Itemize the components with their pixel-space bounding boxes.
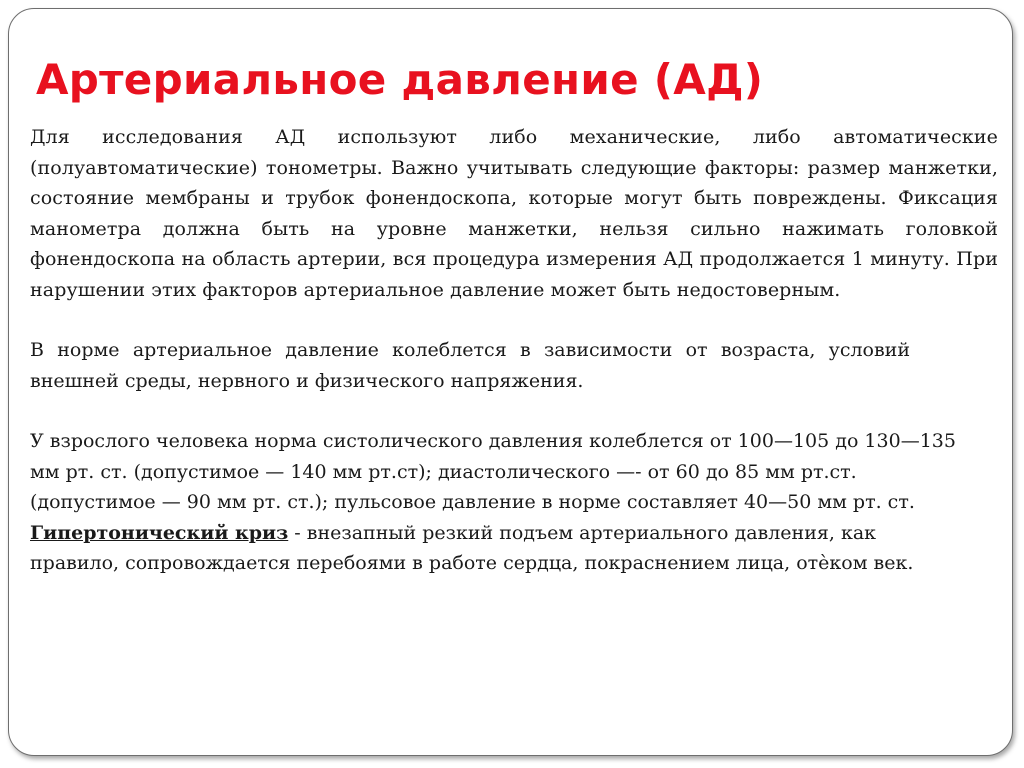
paragraph-norm-values: У взрослого человека норма систолического давления колеблется от 100—105 до 130—135 мм рт. ст. (допустимое — 140 мм рт.ст); диастолического —- от 60 до 85 мм рт.ст. (допустимое — 90 мм рт. ст.); пульсовое давление в норме составляет 40—50 мм рт. ст.: [30, 430, 956, 513]
paragraph-hypertensive-crisis: [30, 518, 960, 579]
slide-title: Артериальное давление (АД): [36, 55, 764, 104]
definition-hypertensive-crisis: - внезапный резкий подъем артериального давления, как правило, сопровождается перебоями в работе сердца, покраснением лица, отѐком век.: [30, 521, 914, 574]
term-hypertensive-crisis: Гипертонический криз: [30, 521, 289, 544]
slide-body: [30, 122, 1000, 579]
paragraph-norm-factors: В норме артериальное давление колеблется в зависимости от возраста, условий внешней среды, нервного и физического напряжения.: [30, 339, 910, 392]
paragraph-measurement: Для исследования АД используют либо механические, либо автоматические (полуавтоматические) тонометры. Важно учитывать следующие факторы: размер манжетки, состояние мембраны и трубок фонендоскопа, которые могут быть повреждены. Фиксация манометра должна быть на уровне манжетки, нельзя сильно нажимать головкой фонендоскопа на область артерии, вся процедура измерения АД продолжается 1 минуту. При нарушении этих факторов артериальное давление может быть недостоверным.: [30, 126, 998, 301]
